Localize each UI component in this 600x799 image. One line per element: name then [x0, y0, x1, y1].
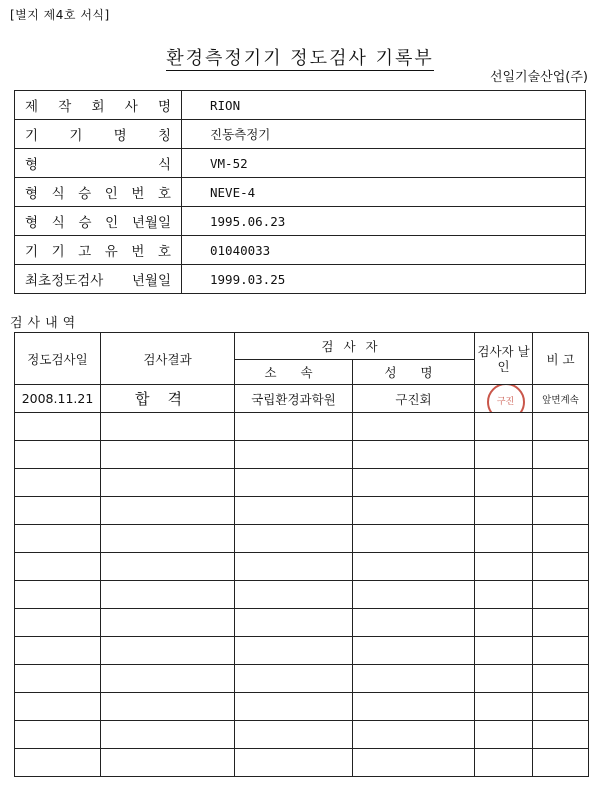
- info-label: [15, 265, 182, 294]
- info-label-part: 기: [51, 244, 65, 260]
- info-row-device-name: [15, 120, 586, 149]
- info-label-part: 기: [69, 128, 83, 144]
- empty-cell: [475, 665, 533, 693]
- info-row-approval-date: [15, 207, 586, 236]
- info-label-text: [25, 211, 171, 231]
- empty-cell: [101, 749, 235, 777]
- info-label-part: 식: [157, 157, 171, 173]
- info-label-part: 형: [25, 215, 39, 231]
- info-label: [15, 207, 182, 236]
- empty-cell: [533, 581, 589, 609]
- empty-cell: [353, 721, 475, 749]
- table-row-empty: [15, 441, 589, 469]
- info-value: 진동측정기: [182, 120, 586, 149]
- info-label-part: 칭: [157, 128, 171, 144]
- info-label-part: 명: [157, 99, 171, 115]
- empty-cell: [101, 637, 235, 665]
- empty-cell: [235, 749, 353, 777]
- empty-cell: [353, 469, 475, 497]
- info-label-part: 고: [78, 244, 92, 260]
- empty-cell: [475, 553, 533, 581]
- info-label-part: 년월일: [131, 273, 171, 289]
- empty-cell: [235, 637, 353, 665]
- record-result: 합격: [101, 385, 235, 413]
- info-label-part: 회: [91, 99, 105, 115]
- info-label-text: [25, 124, 171, 144]
- empty-cell: [475, 749, 533, 777]
- header-inspection-date: 정도검사일: [15, 333, 101, 385]
- empty-cell: [353, 693, 475, 721]
- device-info-table: [14, 90, 586, 294]
- empty-cell: [353, 441, 475, 469]
- table-row-empty: [15, 581, 589, 609]
- records-header-row: [15, 333, 589, 360]
- table-row-empty: [15, 721, 589, 749]
- empty-cell: [533, 749, 589, 777]
- empty-cell: [235, 665, 353, 693]
- empty-cell: [353, 609, 475, 637]
- header-remarks: 비 고: [533, 333, 589, 385]
- info-value: NEVE-4: [182, 178, 586, 207]
- info-value: 1995.06.23: [182, 207, 586, 236]
- info-label-part: 식: [51, 186, 65, 202]
- info-label-part: 작: [58, 99, 72, 115]
- empty-cell: [101, 665, 235, 693]
- info-label: [15, 91, 182, 120]
- info-label-part: 인: [105, 215, 119, 231]
- empty-cell: [533, 497, 589, 525]
- empty-cell: [101, 525, 235, 553]
- empty-cell: [475, 581, 533, 609]
- record-date: 2008.11.21: [15, 385, 101, 413]
- info-label-part: 인: [104, 186, 118, 202]
- empty-cell: [475, 413, 533, 441]
- info-label-text: [25, 95, 171, 115]
- info-label-part: 번: [131, 244, 145, 260]
- empty-cell: [475, 441, 533, 469]
- info-label-part: 형: [25, 186, 39, 202]
- info-label-part: 제: [25, 99, 39, 115]
- info-label-part: 기: [25, 244, 39, 260]
- info-row-approval-number: [15, 178, 586, 207]
- info-value: 1999.03.25: [182, 265, 586, 294]
- empty-cell: [101, 469, 235, 497]
- info-label-part: 호: [157, 244, 171, 260]
- section-label-inspection-history: 검사내역: [10, 316, 81, 331]
- header-name: 성 명: [353, 360, 475, 385]
- empty-cell: [15, 749, 101, 777]
- table-row-empty: [15, 693, 589, 721]
- info-label-part: 승: [78, 215, 92, 231]
- empty-cell: [475, 721, 533, 749]
- table-row: [15, 385, 589, 413]
- empty-cell: [15, 441, 101, 469]
- empty-cell: [353, 581, 475, 609]
- info-row-first-inspection-date: [15, 265, 586, 294]
- empty-cell: [353, 665, 475, 693]
- empty-cell: [15, 497, 101, 525]
- empty-cell: [475, 637, 533, 665]
- empty-cell: [353, 749, 475, 777]
- table-row-empty: [15, 525, 589, 553]
- empty-cell: [15, 609, 101, 637]
- empty-cell: [101, 497, 235, 525]
- empty-cell: [101, 721, 235, 749]
- empty-cell: [15, 637, 101, 665]
- empty-cell: [101, 441, 235, 469]
- info-label-part: 승: [78, 186, 92, 202]
- table-row-empty: [15, 665, 589, 693]
- info-label-part: 호: [157, 186, 171, 202]
- empty-cell: [235, 581, 353, 609]
- empty-cell: [235, 413, 353, 441]
- empty-cell: [235, 525, 353, 553]
- empty-cell: [475, 609, 533, 637]
- company-name: 선일기술산업(주): [489, 70, 588, 85]
- records-body: [15, 385, 589, 777]
- info-label: [15, 120, 182, 149]
- record-inspector-name: 구진회: [353, 385, 475, 413]
- info-label: [15, 236, 182, 265]
- info-label-part: 년월일: [131, 215, 171, 231]
- info-row-manufacturer: [15, 91, 586, 120]
- info-label-part: 최초정도검사: [25, 273, 104, 289]
- info-row-serial-number: [15, 236, 586, 265]
- inspection-records-table: [14, 332, 589, 777]
- empty-cell: [475, 469, 533, 497]
- empty-cell: [101, 553, 235, 581]
- info-label-text: [25, 153, 171, 173]
- info-value: VM-52: [182, 149, 586, 178]
- info-value: RION: [182, 91, 586, 120]
- info-label-part: 명: [113, 128, 127, 144]
- empty-cell: [15, 693, 101, 721]
- empty-cell: [353, 525, 475, 553]
- record-remarks: 앞면계속: [533, 385, 589, 413]
- empty-cell: [533, 609, 589, 637]
- empty-cell: [353, 497, 475, 525]
- info-row-model: [15, 149, 586, 178]
- empty-cell: [15, 525, 101, 553]
- table-row-empty: [15, 749, 589, 777]
- empty-cell: [533, 693, 589, 721]
- table-row-empty: [15, 469, 589, 497]
- empty-cell: [475, 693, 533, 721]
- empty-cell: [235, 469, 353, 497]
- empty-cell: [235, 721, 353, 749]
- empty-cell: [101, 609, 235, 637]
- info-label-text: [25, 269, 171, 289]
- empty-cell: [353, 413, 475, 441]
- empty-cell: [533, 637, 589, 665]
- empty-cell: [15, 721, 101, 749]
- header-inspector-seal: 검사자 날인: [475, 333, 533, 385]
- empty-cell: [533, 469, 589, 497]
- header-inspection-result: 검사결과: [101, 333, 235, 385]
- empty-cell: [15, 413, 101, 441]
- inspector-seal-stamp: 구진: [487, 385, 525, 413]
- header-affiliation: 소 속: [235, 360, 353, 385]
- info-label-part: 번: [131, 186, 145, 202]
- info-value: 01040033: [182, 236, 586, 265]
- empty-cell: [533, 553, 589, 581]
- empty-cell: [475, 497, 533, 525]
- empty-cell: [353, 637, 475, 665]
- form-number-label: [별지 제4호 서식]: [10, 8, 110, 22]
- empty-cell: [533, 665, 589, 693]
- empty-cell: [533, 441, 589, 469]
- empty-cell: [235, 609, 353, 637]
- table-row-empty: [15, 609, 589, 637]
- table-row-empty: [15, 637, 589, 665]
- table-row-empty: [15, 413, 589, 441]
- empty-cell: [15, 469, 101, 497]
- empty-cell: [101, 693, 235, 721]
- table-row-empty: [15, 497, 589, 525]
- empty-cell: [475, 525, 533, 553]
- record-seal: [475, 385, 533, 413]
- info-label-text: [25, 240, 171, 260]
- empty-cell: [235, 441, 353, 469]
- empty-cell: [235, 553, 353, 581]
- info-label-part: 사: [124, 99, 138, 115]
- document-title-text: 환경측정기기 정도검사 기록부: [166, 48, 434, 69]
- header-inspector: 검사자: [235, 333, 475, 360]
- info-label-part: 식: [51, 215, 65, 231]
- info-label-text: [25, 182, 171, 202]
- empty-cell: [101, 413, 235, 441]
- empty-cell: [15, 581, 101, 609]
- empty-cell: [533, 525, 589, 553]
- empty-cell: [15, 553, 101, 581]
- table-row-empty: [15, 553, 589, 581]
- info-label: [15, 178, 182, 207]
- info-label: [15, 149, 182, 178]
- empty-cell: [533, 413, 589, 441]
- info-label-part: 형: [25, 157, 39, 173]
- empty-cell: [15, 665, 101, 693]
- empty-cell: [533, 721, 589, 749]
- empty-cell: [101, 581, 235, 609]
- info-label-part: 유: [104, 244, 118, 260]
- record-affiliation: 국립환경과학원: [235, 385, 353, 413]
- empty-cell: [353, 553, 475, 581]
- empty-cell: [235, 693, 353, 721]
- empty-cell: [235, 497, 353, 525]
- info-label-part: 기: [25, 128, 39, 144]
